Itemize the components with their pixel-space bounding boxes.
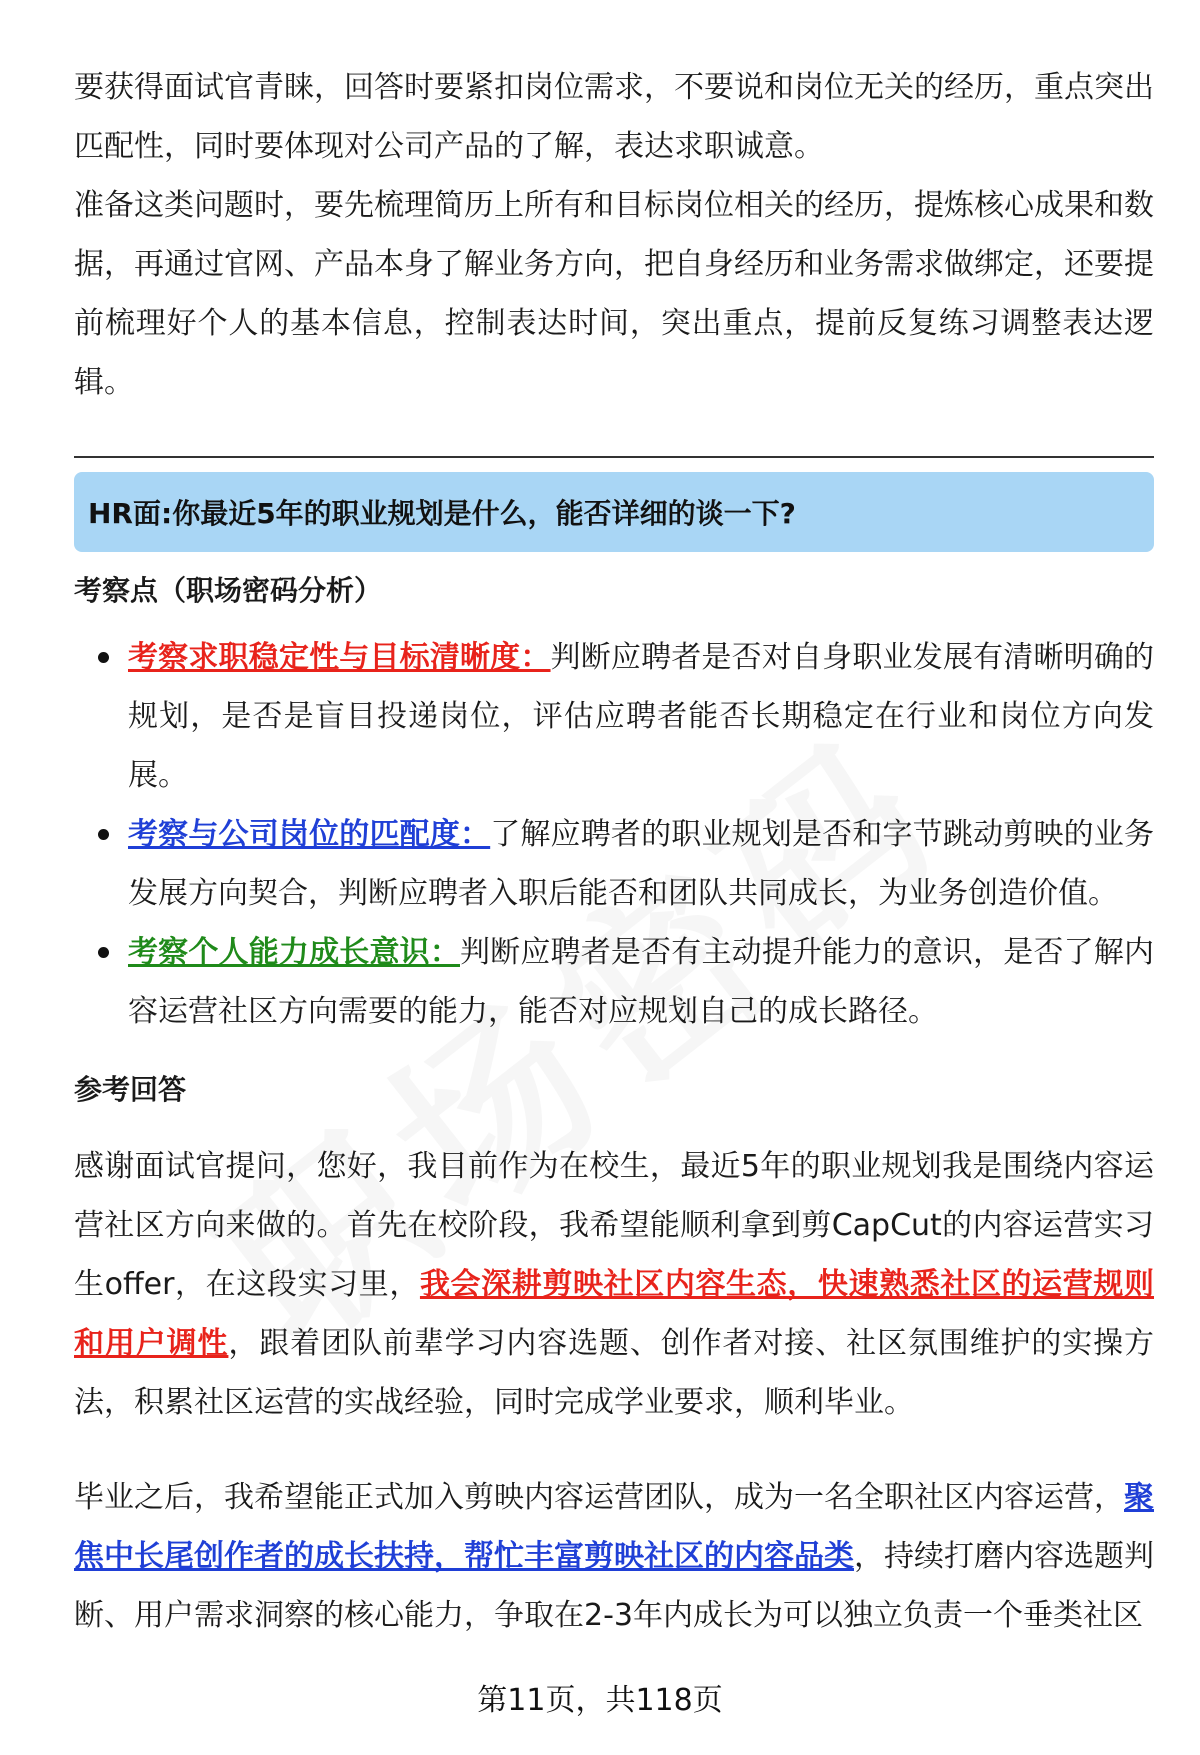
answer-highlight-blue: 聚焦中长尾创作者的成长扶持，帮忙丰富剪映社区的内容品类	[74, 1480, 1154, 1574]
answer-text: 感谢面试官提问，您好，我目前作为在校生，最近5年的职业规划我是围绕内容运营社区方向来做的。首先在校阶段，我希望能顺利拿到剪CapCut的内容运营实习生offer，在这段实习里，	[74, 1149, 1154, 1302]
answer-paragraph-1	[74, 1137, 1154, 1432]
section-divider	[74, 456, 1154, 458]
question-box	[74, 472, 1154, 552]
analysis-item-label: 考察个人能力成长意识：	[128, 935, 460, 970]
answer-title: 参考回答	[74, 1073, 187, 1106]
analysis-item-growth	[74, 923, 1154, 1041]
question-text: HR面:你最近5年的职业规划是什么，能否详细的谈一下?	[88, 497, 796, 530]
intro-paragraph-2: 准备这类问题时，要先梳理简历上所有和目标岗位相关的经历，提炼核心成果和数据，再通过官网、产品本身了解业务方向，把自身经历和业务需求做绑定，还要提前梳理好个人的基本信息，控制表达时间，突出重点，提前反复练习调整表达逻辑。	[74, 188, 1154, 400]
answer-text: ，持续打磨内容选题判断、用户需求洞察的核心能力，争取在2-3年内成长为可以独立负责一个垂类社区	[74, 1539, 1154, 1633]
analysis-title: 考察点（职场密码分析）	[74, 574, 383, 607]
analysis-item-match	[74, 805, 1154, 923]
bullet-icon	[98, 947, 109, 958]
analysis-item-text: 了解应聘者的职业规划是否和字节跳动剪映的业务发展方向契合，判断应聘者入职后能否和团队共同成长，为业务创造价值。	[128, 817, 1155, 911]
answer-paragraph-2	[74, 1468, 1154, 1645]
page-number: 第11页，共118页	[477, 1683, 723, 1718]
answer-highlight-red: 我会深耕剪映社区内容生态，快速熟悉社区的运营规则和用户调性	[74, 1267, 1154, 1361]
analysis-item-stability	[74, 628, 1154, 805]
analysis-item-label: 考察求职稳定性与目标清晰度：	[128, 640, 551, 675]
intro-paragraph-1: 要获得面试官青睐，回答时要紧扣岗位需求，不要说和岗位无关的经历，重点突出匹配性，同时要体现对公司产品的了解，表达求职诚意。	[74, 70, 1154, 164]
analysis-list	[74, 628, 1154, 1041]
paragraph-gap	[74, 1432, 1154, 1468]
bullet-icon	[98, 652, 109, 663]
analysis-item-text: 判断应聘者是否有主动提升能力的意识，是否了解内容运营社区方向需要的能力，能否对应规划自己的成长路径。	[128, 935, 1154, 1029]
analysis-item-text: 判断应聘者是否对自身职业发展有清晰明确的规划，是否是盲目投递岗位，评估应聘者能否长期稳定在行业和岗位方向发展。	[128, 640, 1155, 793]
analysis-item-label: 考察与公司岗位的匹配度：	[128, 817, 491, 852]
bullet-icon	[98, 829, 109, 840]
answer-text: 毕业之后，我希望能正式加入剪映内容运营团队，成为一名全职社区内容运营，	[74, 1480, 1124, 1515]
page-content	[74, 58, 1154, 1645]
answer-text: ，跟着团队前辈学习内容选题、创作者对接、社区氛围维护的实操方法，积累社区运营的实战经验，同时完成学业要求，顺利毕业。	[74, 1326, 1155, 1420]
